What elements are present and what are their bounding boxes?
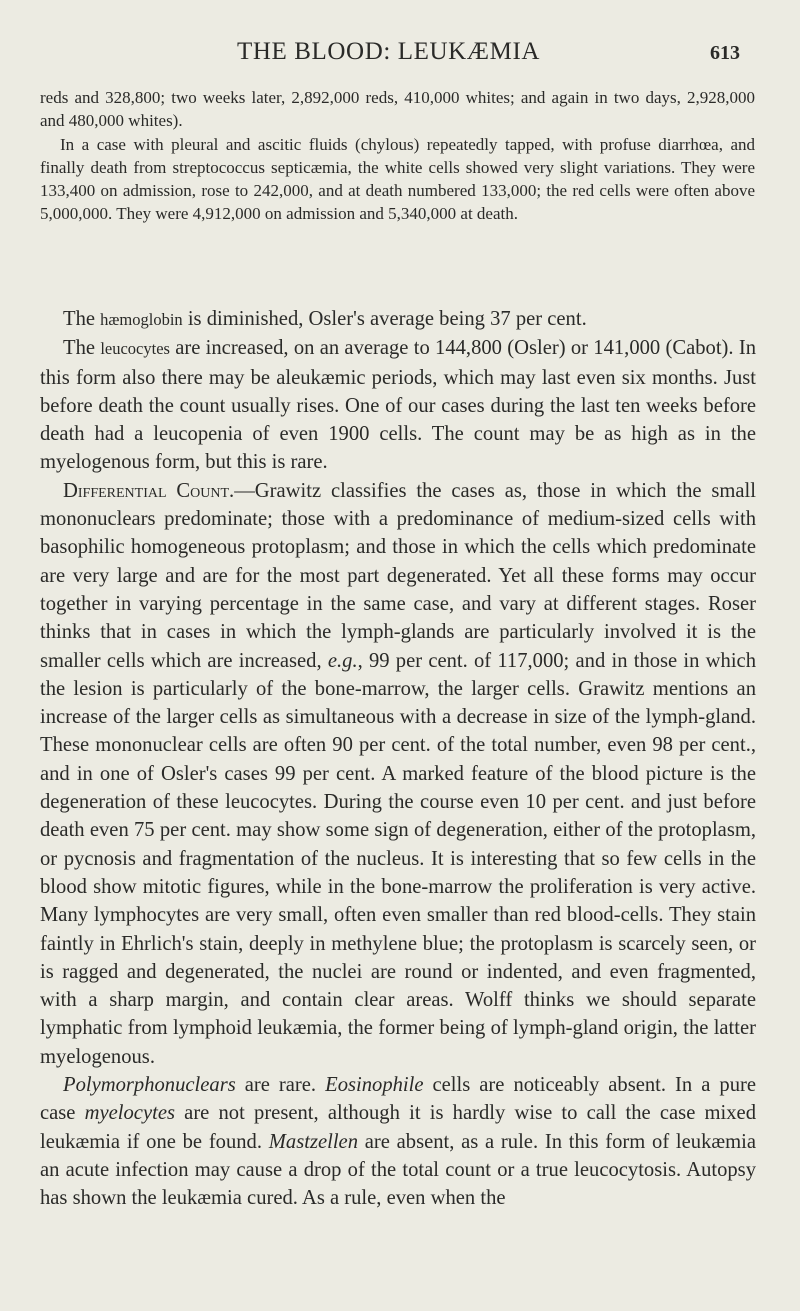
case-note-pleural: In a case with pleural and ascitic fluids (chylous) repeatedly tapped, with profuse diarrhœa, and finally death from streptococcus septicæmia, the white cells showed very slight variations. They were 133,400 on admission, rose to 242,000, and at death numbered 133,000; the red cells were often above 5,000,000. They were 4,912,000 on admission and 5,340,000 at death. xyxy=(40,134,755,224)
term-leucocytes: leucocytes xyxy=(100,339,170,359)
paragraph-polymorphonuclears xyxy=(40,1071,756,1212)
term-mastzellen: Mastzellen xyxy=(268,1130,358,1153)
paragraph-haemoglobin xyxy=(40,305,756,334)
case-note-continuation: reds and 328,800; two weeks later, 2,892,000 reds, 410,000 whites; and again in two days, 2,928,000 and 480,000 whites). xyxy=(40,88,755,131)
text-run: The xyxy=(63,337,101,360)
text-run: , 99 per cent. of 117,000; and in those in which the lesion is particularly of the bone-marrow, the larger cells. Grawitz mentions an increase of the larger cells as simultaneous with a decrease in size of the lymph-gland. These mononuclear cells are often 90 per cent. of the total number, even 98 per cent., and in one of Osler's cases 99 per cent. A marked feature of the blood picture is the degeneration of these leucocytes. During the course even 10 per cent. and just before death even 75 per cent. may show some sign of degeneration, either of the protoplasm, or pycnosis and fragmentation of the nucleus. It is interesting that so few cells in the blood show mitotic figures, while in the bone-marrow the proliferation is very active. Many lymphocytes are very small, often even smaller than red blood-cells. They stain faintly in Ehrlich's stain, deeply in methylene blue; the protoplasm is scarcely seen, or is ragged and degenerated, the nuclei are round or indented, and even fragmented, with a sharp margin, and contain clear areas. Wolff thinks we should separate lymphatic from lymphoid leukæmia, the former being of lymph-gland origin, the latter myelogenous. xyxy=(40,649,756,1068)
running-head: THE BLOOD: LEUKÆMIA xyxy=(237,38,541,65)
term-eosinophile: Eosinophile xyxy=(325,1074,424,1097)
paragraph-differential-count xyxy=(40,477,756,1071)
abbrev-eg: e.g. xyxy=(327,649,358,672)
paragraph-leucocytes xyxy=(40,334,756,476)
text-run: are not present, although it is hardly wise to call the case mixed leukæmia if one be found. xyxy=(40,1102,756,1153)
text-run: are rare. xyxy=(235,1074,326,1097)
main-text xyxy=(40,305,756,1213)
text-run: is diminished, Osler's average being 37 per cent. xyxy=(182,308,587,330)
term-haemoglobin: hæmoglobin xyxy=(100,310,183,329)
text-run: are increased, on an average to 144,800 (Osler) or 141,000 (Cabot). In this form also there may be aleukæmic periods, which may last even six months. Just before death the count usually rises. One of our cases during the last ten weeks before death had a leucopenia of even 1900 cells. The count may be as high as in the myelogenous form, but this is rare. xyxy=(40,337,756,474)
term-myelocytes: myelocytes xyxy=(84,1102,175,1125)
text-run: are absent, as a rule. In this form of leukæmia an acute infection may cause a drop of the total count or a true leucocytosis. Autopsy has shown the leukæmia cured. As a rule, even when the xyxy=(40,1130,756,1210)
text-run: The xyxy=(63,308,101,330)
section-heading-differential-count: Differential Count. xyxy=(63,479,235,502)
page-number: 613 xyxy=(710,42,740,64)
page-header xyxy=(0,34,800,74)
text-run: cells are noticeably absent. In a pure case xyxy=(40,1074,756,1125)
term-polymorphonuclears: Polymorphonuclears xyxy=(63,1074,236,1097)
small-print-case-notes xyxy=(40,86,755,226)
text-run: —Grawitz classifies the cases as, those in which the small mononuclears predominate; those with a predominance of medium-sized cells with basophilic homogeneous protoplasm; and those in which the cells which predominate are very large and are for the most part degenerated. Yet all these forms may occur together in varying percentage in the same case, and vary at different stages. Roser thinks that in cases in which the lymph-glands are particularly involved it is the smaller cells which are increased, xyxy=(40,479,757,672)
